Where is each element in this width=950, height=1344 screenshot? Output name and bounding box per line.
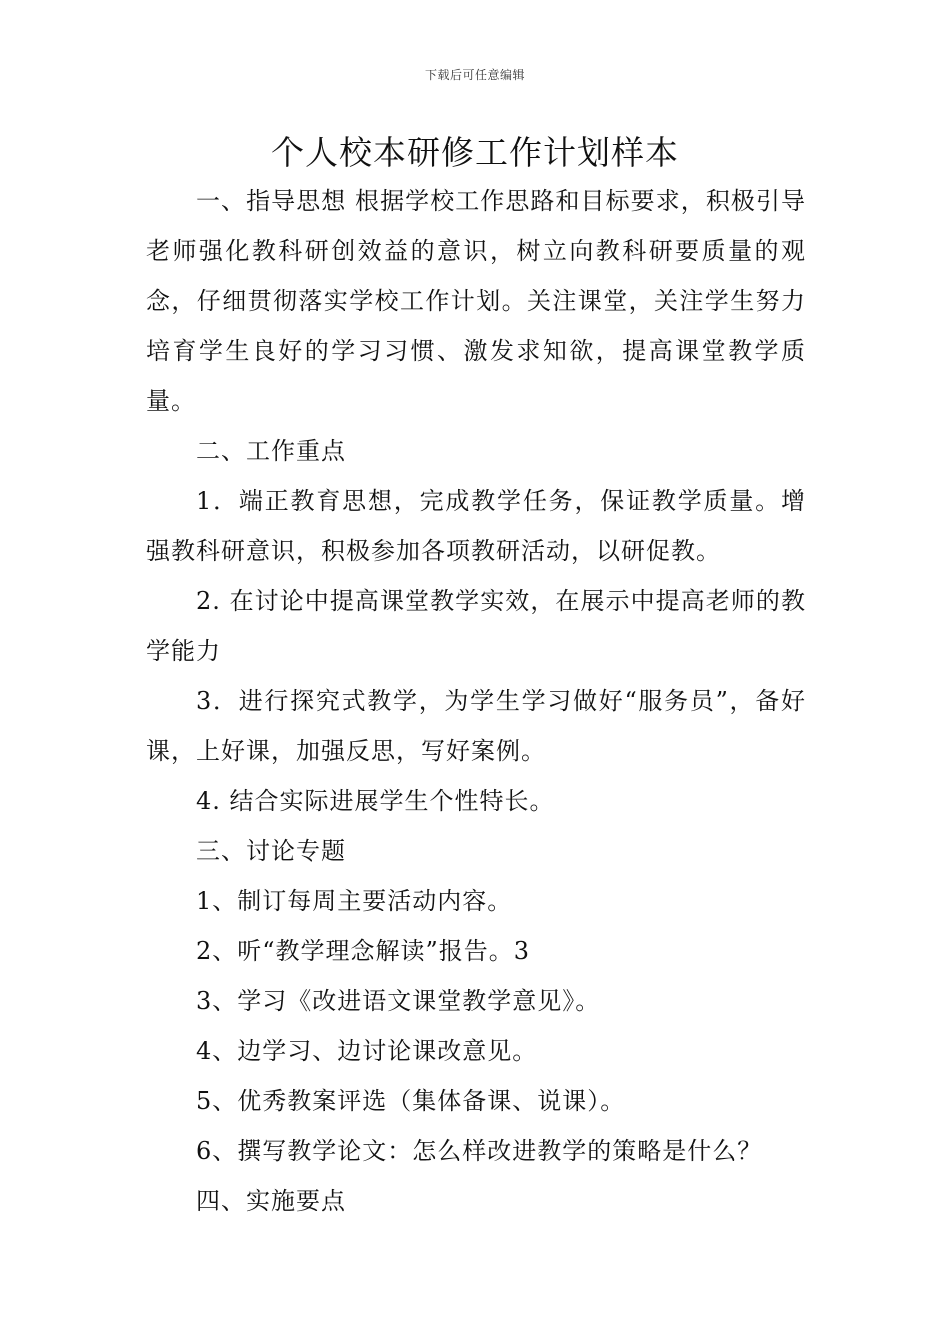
- section-heading-topics: 三、讨论专题: [196, 837, 346, 865]
- paragraph-guiding-ideology: 一、指导思想 根据学校工作思路和目标要求，积极引导老师强化教科研创效益的意识，树立向教科研要质量的观念，仔细贯彻落实学校工作计划。关注课堂，关注学生努力培育学生良好的学习习惯、激发求知欲，提高课堂教学质量。: [146, 187, 806, 415]
- list-item-topic-4: 4、边学习、边讨论课改意见。: [196, 1037, 538, 1065]
- list-item-focus-4: 4. 结合实际进展学生个性特长。: [196, 787, 555, 815]
- list-item-focus-1: 1．端正教育思想，完成教学任务，保证教学质量。增强教科研意识，积极参加各项教研活动，以研促教。: [146, 487, 806, 565]
- list-item-topic-2: 2、听“教学理念解读”报告。3: [196, 937, 531, 965]
- section-heading-implementation: 四、实施要点: [196, 1187, 346, 1215]
- list-item-focus-2: 2. 在讨论中提高课堂教学实效，在展示中提高老师的教学能力: [146, 587, 806, 665]
- document-title: 个人校本研修工作计划样本: [271, 133, 679, 172]
- document-body: [146, 176, 806, 1226]
- list-item-topic-1: 1、制订每周主要活动内容。: [196, 887, 513, 915]
- list-item-topic-5: 5、优秀教案评选（集体备课、说课）。: [196, 1087, 626, 1115]
- list-item-focus-3: 3．进行探究式教学，为学生学习做好“服务员”，备好课，上好课，加强反思，写好案例。: [146, 687, 806, 765]
- header-note: 下载后可任意编辑: [424, 68, 525, 82]
- section-heading-work-focus: 二、工作重点: [196, 437, 346, 465]
- list-item-topic-6: 6、撰写教学论文：怎么样改进教学的策略是什么？: [196, 1137, 763, 1165]
- list-item-topic-3: 3、学习《改进语文课堂教学意见》。: [196, 987, 601, 1015]
